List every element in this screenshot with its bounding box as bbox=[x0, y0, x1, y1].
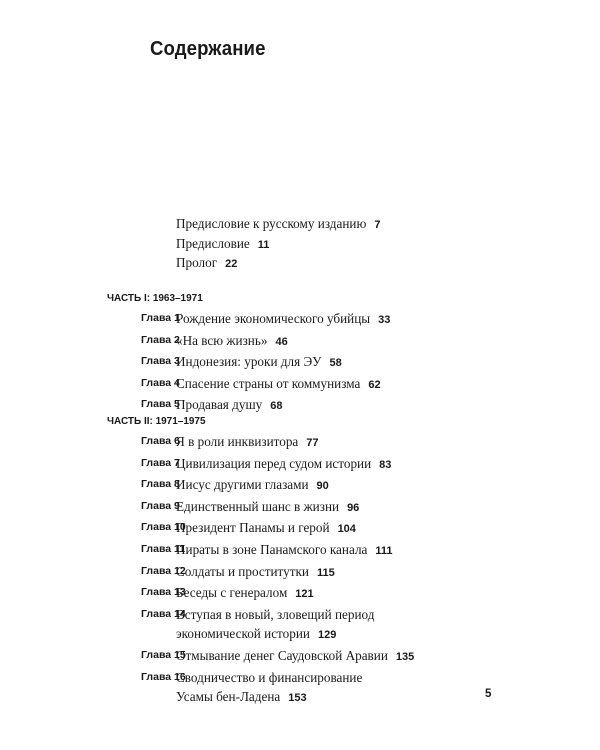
chapter-entry bbox=[107, 562, 414, 584]
chapter-entry bbox=[107, 583, 414, 605]
chapter-entry bbox=[107, 518, 414, 540]
chapter-label: Глава 14 bbox=[141, 607, 186, 620]
chapter-entry bbox=[107, 646, 414, 668]
part-section bbox=[107, 410, 414, 709]
toc-entry bbox=[176, 253, 380, 273]
chapter-title-line: Иисус другими глазами bbox=[176, 477, 309, 493]
chapter-title-line: Вступая в новый, зловещий период bbox=[176, 606, 375, 622]
chapter-entry bbox=[107, 454, 414, 476]
chapter-page-number: 104 bbox=[337, 523, 356, 536]
chapter-title-line: «На всю жизнь» bbox=[176, 332, 268, 348]
chapter-page-number: 96 bbox=[347, 501, 360, 514]
chapter-page-number: 135 bbox=[395, 650, 415, 663]
chapter-page-number: 33 bbox=[378, 314, 391, 326]
entry-title: Предисловие bbox=[176, 235, 250, 251]
chapter-title bbox=[176, 562, 335, 584]
chapter-page-number: 62 bbox=[368, 378, 381, 391]
chapter-label: Глава 7 bbox=[141, 456, 180, 469]
chapter-title bbox=[176, 646, 414, 668]
toc-entry bbox=[176, 234, 380, 254]
chapter-title-line: Единственный шанс в жизни bbox=[176, 498, 340, 514]
chapter-title-line: Продавая душу bbox=[176, 397, 263, 413]
chapter-title bbox=[176, 518, 356, 540]
chapter-label: Глава 10 bbox=[141, 521, 186, 534]
entry-page-number: 22 bbox=[225, 258, 238, 271]
chapter-label: Глава 9 bbox=[141, 499, 180, 512]
entry-title: Пролог bbox=[176, 255, 218, 271]
chapter-entry bbox=[107, 475, 414, 497]
chapter-title bbox=[176, 605, 374, 646]
chapter-entry bbox=[107, 331, 390, 353]
chapter-entry bbox=[107, 352, 390, 374]
chapter-label: Глава 6 bbox=[141, 435, 180, 447]
chapter-page-number: 153 bbox=[288, 692, 307, 705]
chapter-label: Глава 8 bbox=[141, 478, 180, 491]
chapter-page-number: 58 bbox=[329, 357, 342, 370]
chapter-title-line: Солдаты и проститутки bbox=[176, 563, 309, 579]
entry-page-number: 11 bbox=[257, 238, 270, 251]
toc-entry bbox=[176, 214, 380, 234]
front-matter-list bbox=[176, 214, 380, 273]
chapter-title bbox=[176, 309, 390, 331]
chapter-page-number: 83 bbox=[379, 458, 392, 471]
chapter-title-line: Спасение страны от коммунизма bbox=[176, 375, 361, 391]
chapter-label: Глава 2 bbox=[141, 333, 180, 346]
chapter-title bbox=[176, 432, 319, 454]
part-heading: ЧАСТЬ I: 1963–1971 bbox=[107, 292, 203, 304]
chapter-page-number: 68 bbox=[270, 400, 283, 413]
chapter-title-line: Усамы бен-Ладена bbox=[176, 689, 281, 705]
chapter-page-number: 90 bbox=[316, 480, 329, 493]
chapter-label: Глава 5 bbox=[141, 398, 180, 411]
chapter-label: Глава 15 bbox=[141, 648, 186, 661]
chapter-label: Глава 11 bbox=[141, 542, 186, 555]
chapter-page-number: 129 bbox=[317, 629, 337, 642]
chapter-entry bbox=[107, 374, 390, 396]
chapter-title bbox=[176, 497, 359, 519]
chapter-label: Глава 13 bbox=[141, 586, 186, 599]
chapter-title-line: Беседы с генералом bbox=[176, 585, 288, 601]
chapter-title bbox=[176, 331, 288, 353]
chapter-entry bbox=[107, 668, 414, 709]
chapter-page-number: 115 bbox=[316, 566, 335, 579]
chapter-page-number: 77 bbox=[306, 437, 319, 449]
chapter-title bbox=[176, 475, 329, 497]
chapter-label: Глава 1 bbox=[141, 312, 180, 324]
chapter-title bbox=[176, 583, 314, 605]
chapter-title bbox=[176, 352, 342, 374]
chapter-title bbox=[176, 374, 381, 396]
chapter-title-line: Я в роли инквизитора bbox=[176, 434, 299, 449]
chapter-title-line: Президент Панамы и герой bbox=[176, 520, 330, 536]
page-title: Содержание bbox=[150, 38, 266, 60]
chapter-entry bbox=[107, 540, 414, 562]
chapter-label: Глава 16 bbox=[141, 670, 186, 683]
part-section bbox=[107, 287, 390, 417]
part-heading: ЧАСТЬ II: 1971–1975 bbox=[107, 415, 206, 427]
chapter-label: Глава 3 bbox=[141, 355, 180, 368]
chapter-title bbox=[176, 454, 391, 476]
chapter-page-number: 111 bbox=[375, 544, 393, 557]
chapter-page-number: 46 bbox=[275, 335, 288, 348]
entry-page-number: 7 bbox=[374, 219, 381, 231]
chapter-entry bbox=[107, 497, 414, 519]
chapter-label: Глава 4 bbox=[141, 376, 180, 389]
chapter-title-line: Отмывание денег Саудовской Аравии bbox=[176, 647, 388, 663]
entry-title: Предисловие к русскому изданию bbox=[176, 216, 367, 231]
chapter-title-line: Пираты в зоне Панамского канала bbox=[176, 541, 368, 557]
chapter-entry bbox=[107, 605, 414, 646]
chapter-title-line: экономической истории bbox=[176, 626, 310, 642]
chapter-page-number: 121 bbox=[295, 588, 314, 601]
chapter-title-line: Индонезия: уроки для ЭУ bbox=[176, 354, 322, 370]
chapter-entry bbox=[107, 309, 390, 331]
page-number-folio: 5 bbox=[485, 688, 492, 700]
chapter-title-line: Сводничество и финансирование bbox=[176, 669, 363, 685]
chapter-label: Глава 12 bbox=[141, 564, 186, 577]
chapter-title bbox=[176, 668, 362, 709]
chapter-title-line: Рождение экономического убийцы bbox=[176, 311, 371, 326]
chapter-entry bbox=[107, 432, 414, 454]
chapter-title-line: Цивилизация перед судом истории bbox=[176, 455, 372, 471]
chapter-title bbox=[176, 540, 393, 562]
